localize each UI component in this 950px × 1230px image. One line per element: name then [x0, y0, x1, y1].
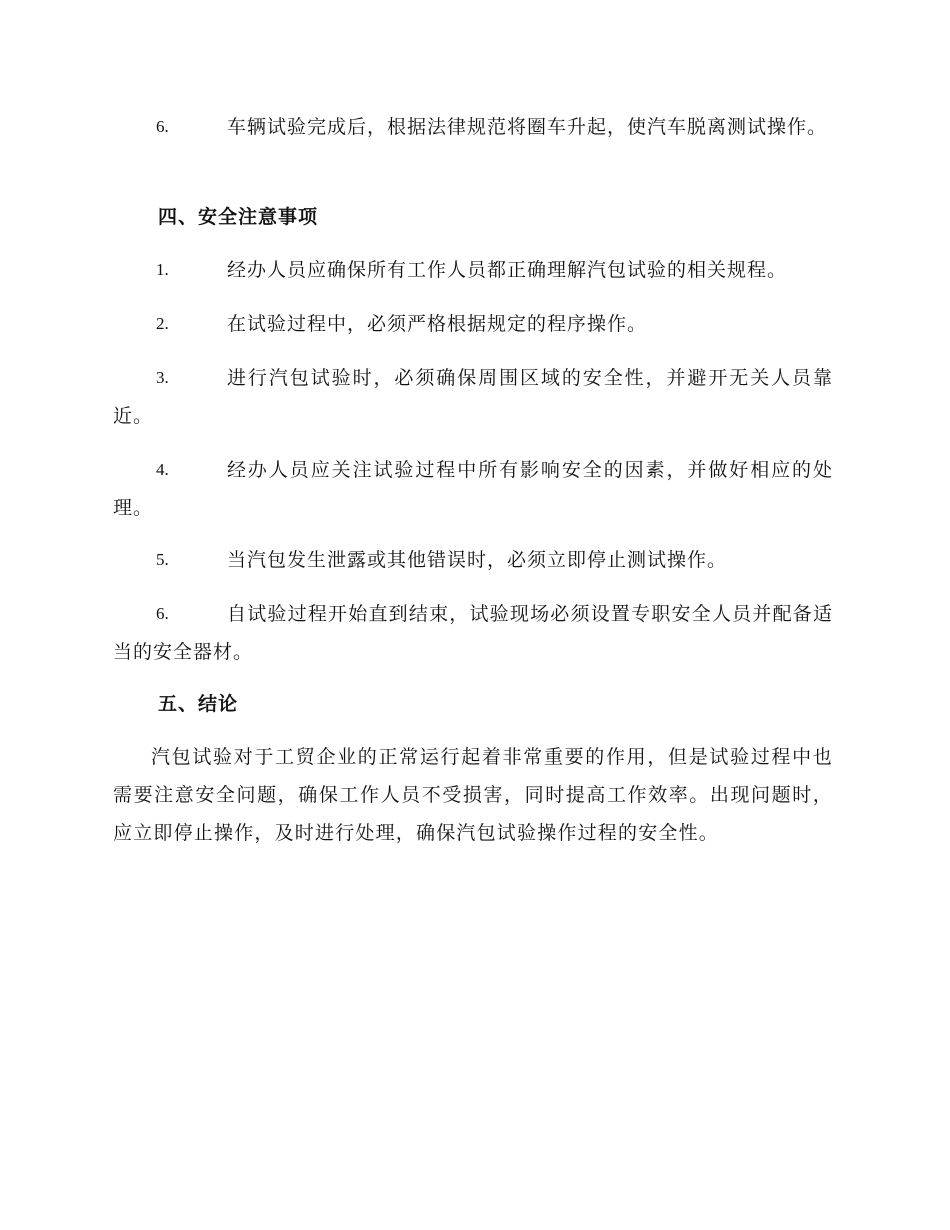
list-item-number: 1.	[156, 260, 169, 279]
conclusion-paragraph: 汽包试验对于工贸企业的正常运行起着非常重要的作用，但是试验过程中也需要注意安全问题，确保工作人员不受损害，同时提高工作效率。出现问题时，应立即停止操作，及时进行处理，确保汽包试验操作过程的安全性。	[113, 746, 833, 844]
list-item-number: 3.	[156, 368, 169, 387]
list-item-number: 4.	[156, 460, 169, 479]
list-item-text: 车辆试验完成后，根据法律规范将圈车升起，使汽车脱离测试操作。	[227, 116, 828, 138]
list-item-number: 6.	[156, 117, 169, 136]
list-item-text: 自试验过程开始直到结束，试验现场必须设置专职安全人员并配备适当的安全器材。	[113, 603, 833, 663]
list-item	[113, 251, 833, 289]
list-item	[113, 108, 833, 146]
list-item	[113, 359, 833, 435]
list-item-text: 在试验过程中，必须严格根据规定的程序操作。	[227, 313, 648, 335]
list-item-number: 2.	[156, 314, 169, 333]
list-item	[113, 305, 833, 343]
list-item	[113, 595, 833, 671]
list-item-text: 当汽包发生泄露或其他错误时，必须立即停止测试操作。	[227, 549, 728, 571]
list-item-text: 进行汽包试验时，必须确保周围区域的安全性，并避开无关人员靠近。	[113, 367, 833, 427]
section-heading-safety: 四、安全注意事项	[158, 206, 319, 228]
list-item-text: 经办人员应关注试验过程中所有影响安全的因素，并做好相应的处理。	[113, 459, 833, 519]
list-item-number: 5.	[156, 550, 169, 569]
list-item-text: 经办人员应确保所有工作人员都正确理解汽包试验的相关规程。	[227, 259, 788, 281]
section-heading-conclusion: 五、结论	[158, 693, 239, 715]
list-item	[113, 451, 833, 527]
list-item	[113, 541, 833, 579]
list-item-number: 6.	[156, 604, 169, 623]
